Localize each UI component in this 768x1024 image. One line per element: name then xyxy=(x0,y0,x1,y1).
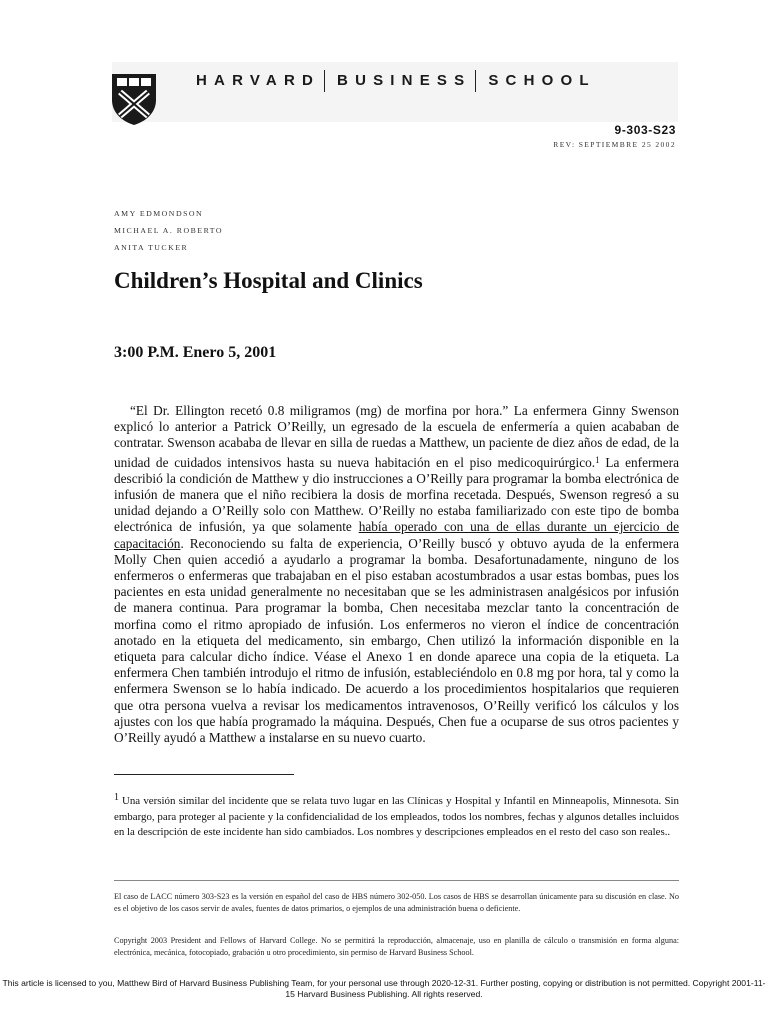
author-list xyxy=(114,205,223,256)
footnote-reference: 1 xyxy=(595,454,600,465)
page-divider xyxy=(114,880,679,881)
case-subtitle: 3:00 P.M. Enero 5, 2001 xyxy=(114,344,277,361)
brand-word-harvard: HARVARD xyxy=(196,71,321,89)
footnote-text: Una versión similar del incidente que se relata tuvo lugar en las Clínicas y Hospital y Infantil en Minneapolis, Minnesota. Sin embargo, para proteger al paciente y la confidencialidad de los empleados, todos los nombres, fechas y algunos detalles incluidos en la descripción de este incidente han sido cambiados. Los nombres y descripciones empleados en el resto del caso son reales.. xyxy=(114,795,679,839)
revision-date: REV: SEPTIEMBRE 25 2002 xyxy=(553,140,676,149)
body-text-part: . Reconociendo su falta de experiencia, O’Reilly buscó y obtuvo ayuda de la enfermera Molly Chen quien accedió a ayudarlo a programar la bomba. Desafortunadamente, ninguno de los enfermeros o enfermeras que trabajaban en el piso estaban acostumbrados a usar estas bombas, pues los pacientes en esta unidad generalmente no necesitaban que se les administrasen analgésicos por infusión de manera continua. Para programar la bomba, Chen necesitaba mezclar tanto la concentración de morfina como el ritmo apropiado de infusión. Los enfermeros no vieron el índice de concentración anotado en la etiqueta del medicamento, sin embargo, Chen utilizó la información disponible en la etiqueta para calcular dicho índice. Véase el Anexo 1 en donde aparece una copia de la etiqueta. La enfermera Chen también introdujo el ritmo de infusión, estableciéndolo en 0.8 mg por hora, tal y como la enfermera Swenson se lo había indicado. De acuerdo a los procedimientos hospitalarios que requieren que otra persona vuelva a revisar los medicamentos intravenosos, O’Reilly verificó los cálculos y los ajustes con los que había programado la máquina. Después, Chen fue a ocuparse de sus otros pacientes y O’Reilly ayudó a Matthew a instalarse en su nuevo cuarto. xyxy=(114,535,679,746)
footnote-divider xyxy=(114,774,294,775)
author-name: AMY EDMONDSON xyxy=(114,209,204,218)
author-name: MICHAEL A. ROBERTO xyxy=(114,226,224,235)
body-text-part: La enfermera describió la condición de Matthew y dio instrucciones a O’Reilly para programar la bomba electrónica de infusión de manera que el niño recibiera la dosis de morfina recetada. Después, Swenson regresó a su unidad dejando a O’Reilly solo con Matthew. O’Reilly no estaba familiarizado con este tipo de bomba electrónica de infusión, ya que solamente xyxy=(114,454,680,535)
license-notice: This article is licensed to you, Matthew Bird of Harvard Business Publishing Team, for your personal use through 2020-12-31. Further posting, copying or distribution is not permitted. Copyright 2001-11-15 Harvard Business Publishing. All rights reserved. xyxy=(2,978,766,999)
underlined-text: había operado con una de ellas durante un ejercicio de capacitación xyxy=(114,519,679,551)
copyright-note: Copyright 2003 President and Fellows of Harvard College. No se permitirá la reproducción, almacenaje, uso en planilla de cálculo o transmisión en forma alguna: electrónica, mecánica, fotocopiado, grabación u otro procedimiento, sin permiso de Harvard Business School. xyxy=(114,936,679,957)
case-title: Children’s Hospital and Clinics xyxy=(114,268,423,293)
brand-word-school: SCHOOL xyxy=(488,71,596,89)
footnote-number: 1 xyxy=(114,792,119,803)
body-text-part: “El Dr. Ellington recetó 0.8 miligramos (mg) de morfina por hora.” La enfermera Ginny Swenson explicó lo anterior a Patrick O’Reilly, un egresado de la escuela de enfermería a quien acababan de contratar. Swenson acababa de llevar en silla de ruedas a Matthew, un paciente de diez años de edad, de la unidad de cuidados intensivos hasta su nueva habitación en el piso medicoquirúrgico. xyxy=(114,403,679,470)
brand-separator xyxy=(324,70,325,92)
author-name: ANITA TUCKER xyxy=(114,243,189,252)
footnote xyxy=(114,790,679,841)
harvard-shield-icon xyxy=(110,72,158,126)
case-number: 9-303-S23 xyxy=(614,123,676,137)
brand-separator xyxy=(475,70,476,92)
hbs-brand-title xyxy=(196,70,680,94)
body-paragraph xyxy=(114,403,679,746)
case-note: El caso de LACC número 303-S23 es la versión en español del caso de HBS número 302-050. Los casos de HBS se desarrollan únicamente para su discusión en clase. No es el objetivo de los casos servir de avales, fuentes de datos primarios, o ejemplos de una administración buena o deficiente. xyxy=(114,892,679,913)
brand-word-business: BUSINESS xyxy=(337,71,472,89)
